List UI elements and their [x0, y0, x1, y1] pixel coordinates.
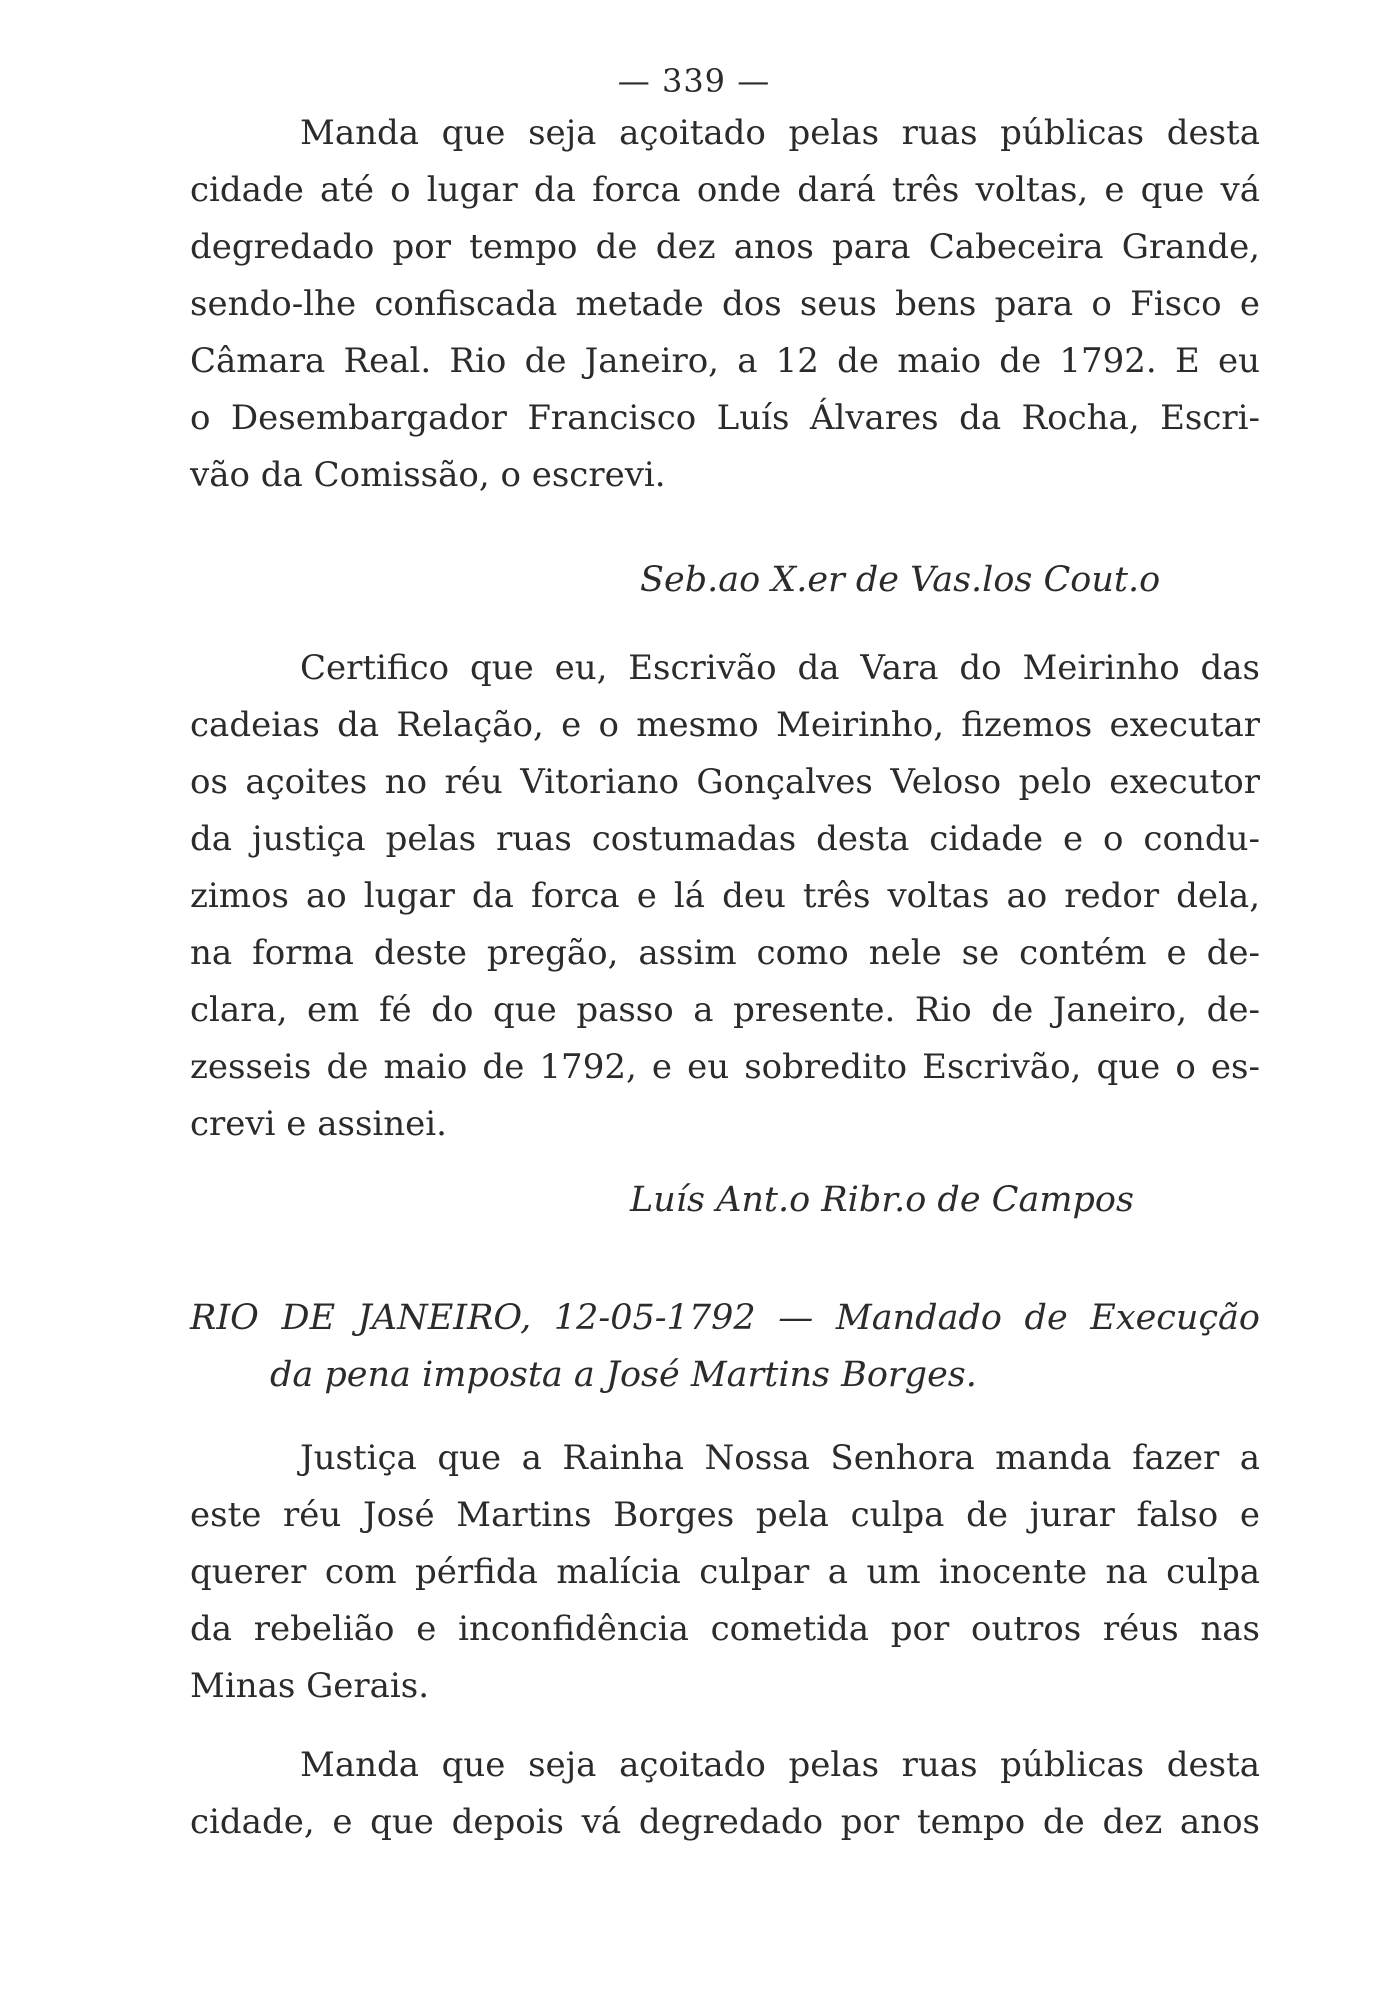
- text-line: Justiça que a Rainha Nossa Senhora manda fazer a: [300, 1438, 1260, 1478]
- paragraph-sentence-order: [190, 105, 1260, 504]
- text-line: na forma deste pregão, assim como nele se contém e de-: [190, 933, 1260, 973]
- text-line: degredado por tempo de dez anos para Cabeceira Grande,: [190, 227, 1260, 267]
- text-line: Manda que seja açoitado pelas ruas públicas desta: [300, 1745, 1260, 1785]
- text-line: da justiça pelas ruas costumadas desta cidade e o condu-: [190, 819, 1260, 859]
- text-line: Manda que seja açoitado pelas ruas públicas desta: [300, 113, 1260, 153]
- text-line: o Desembargador Francisco Luís Álvares da Rocha, Escri-: [190, 398, 1260, 438]
- text-line: Certifico que eu, Escrivão da Vara do Meirinho das: [300, 648, 1260, 688]
- text-line: cadeias da Relação, e o mesmo Meirinho, fizemos executar: [190, 705, 1260, 745]
- text-line: crevi e assinei.: [190, 1104, 447, 1144]
- text-line: este réu José Martins Borges pela culpa de jurar falso e: [190, 1495, 1260, 1535]
- text-line: cidade até o lugar da forca onde dará três voltas, e que vá: [190, 170, 1260, 210]
- text-line: clara, em fé do que passo a presente. Rio de Janeiro, de-: [190, 990, 1260, 1030]
- signature-luis-antonio: Luís Ant.o Ribr.o de Campos: [630, 1180, 1134, 1220]
- section-heading: [190, 1290, 1260, 1404]
- text-line: vão da Comissão, o escrevi.: [190, 455, 666, 495]
- text-line: cidade, e que depois vá degredado por tempo de dez anos: [190, 1802, 1260, 1842]
- text-line: sendo-lhe confiscada metade dos seus bens para o Fisco e: [190, 284, 1260, 324]
- paragraph-certificate: [190, 640, 1260, 1153]
- text-line: zimos ao lugar da forca e lá deu três voltas ao redor dela,: [190, 876, 1260, 916]
- text-line: querer com pérfida malícia culpar a um inocente na culpa: [190, 1552, 1260, 1592]
- text-line: Minas Gerais.: [190, 1666, 430, 1706]
- text-line: os açoites no réu Vitoriano Gonçalves Veloso pelo executor: [190, 762, 1260, 802]
- text-line: da rebelião e inconfidência cometida por outros réus nas: [190, 1609, 1260, 1649]
- heading-line: RIO DE JANEIRO, 12-05-1792 — Mandado de Execução: [190, 1298, 1260, 1338]
- text-line: zesseis de maio de 1792, e eu sobredito Escrivão, que o es-: [190, 1047, 1260, 1087]
- text-line: Câmara Real. Rio de Janeiro, a 12 de maio de 1792. E eu: [190, 341, 1260, 381]
- paragraph-justica: [190, 1430, 1260, 1715]
- paragraph-sentence-borges: [190, 1737, 1260, 1851]
- heading-line: da pena imposta a José Martins Borges.: [270, 1355, 977, 1395]
- signature-sebastiao: Seb.ao X.er de Vas.los Cout.o: [640, 560, 1161, 600]
- page-number: — 339 —: [617, 62, 771, 100]
